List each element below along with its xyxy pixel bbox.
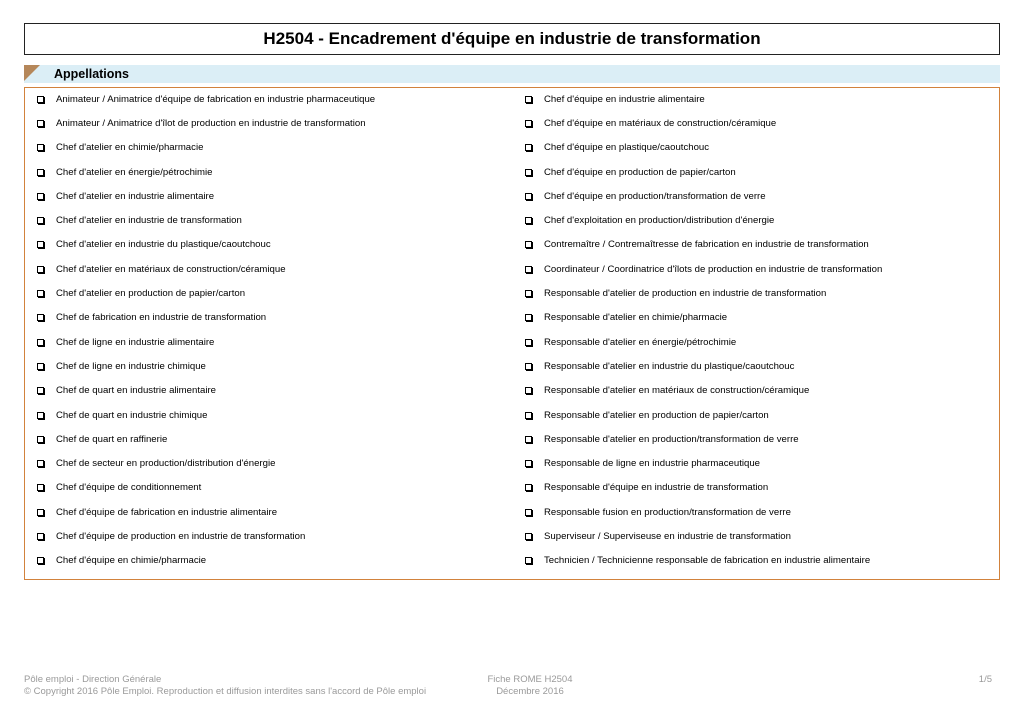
list-item-label: Chef d'équipe en plastique/caoutchouc <box>544 142 710 154</box>
list-item <box>523 549 1003 573</box>
footer-left <box>24 674 426 698</box>
list-item-label: Chef d'atelier en industrie de transformation <box>56 215 242 227</box>
list-item <box>35 379 515 403</box>
checkbox-square-icon <box>525 290 532 297</box>
checkbox-square-icon <box>37 484 44 491</box>
footer-center <box>440 674 620 698</box>
checkbox-square-icon <box>37 533 44 540</box>
list-item <box>523 306 1003 330</box>
list-item-label: Chef de secteur en production/distribution d'énergie <box>56 458 276 470</box>
checkbox-square-icon <box>525 144 532 151</box>
list-item-label: Animateur / Animatrice d'équipe de fabrication en industrie pharmaceutique <box>56 93 376 105</box>
list-item <box>523 111 1003 135</box>
list-item-label: Chef d'atelier en énergie/pétrochimie <box>56 166 213 178</box>
section-header <box>24 65 1000 83</box>
list-item-label: Chef d'atelier en industrie du plastique/caoutchouc <box>56 239 271 251</box>
list-item-label: Responsable d'atelier en chimie/pharmacie <box>544 312 728 324</box>
footer-fiche: Fiche ROME H2504 <box>487 674 573 685</box>
list-item-label: Technicien / Technicienne responsable de fabrication en industrie alimentaire <box>544 555 871 567</box>
document-title-box <box>24 23 1000 55</box>
checkbox-square-icon <box>525 412 532 419</box>
checkbox-square-icon <box>525 387 532 394</box>
list-item <box>523 208 1003 232</box>
checkbox-square-icon <box>37 509 44 516</box>
list-item-label: Responsable d'atelier de production en industrie de transformation <box>544 288 827 300</box>
checkbox-square-icon <box>37 460 44 467</box>
list-item <box>35 524 515 548</box>
checkbox-square-icon <box>525 241 532 248</box>
list-item <box>35 281 515 305</box>
checkbox-square-icon <box>37 96 44 103</box>
list-item <box>523 87 1003 111</box>
list-item-label: Chef d'exploitation en production/distribution d'énergie <box>544 215 775 227</box>
list-item-label: Contremaître / Contremaîtresse de fabrication en industrie de transformation <box>544 239 869 251</box>
checkbox-square-icon <box>37 412 44 419</box>
checkbox-square-icon <box>37 290 44 297</box>
list-item-label: Chef d'équipe de fabrication en industrie alimentaire <box>56 506 278 518</box>
checkbox-square-icon <box>37 314 44 321</box>
list-item <box>35 476 515 500</box>
checkbox-square-icon <box>37 241 44 248</box>
list-item-label: Chef d'équipe de conditionnement <box>56 482 202 494</box>
checkbox-square-icon <box>525 314 532 321</box>
list-item-label: Responsable fusion en production/transformation de verre <box>544 506 791 518</box>
checkbox-square-icon <box>37 339 44 346</box>
list-item-label: Chef d'atelier en industrie alimentaire <box>56 190 215 202</box>
list-item <box>523 476 1003 500</box>
list-item <box>35 500 515 524</box>
appellations-list <box>24 87 1000 580</box>
checkbox-square-icon <box>37 363 44 370</box>
checkbox-square-icon <box>37 387 44 394</box>
list-item-label: Responsable d'atelier en matériaux de construction/céramique <box>544 385 810 397</box>
checkbox-square-icon <box>525 120 532 127</box>
document-title: H2504 - Encadrement d'équipe en industrie de transformation <box>263 29 761 48</box>
checkbox-square-icon <box>37 169 44 176</box>
list-item <box>35 257 515 281</box>
checkbox-square-icon <box>525 484 532 491</box>
list-item <box>523 184 1003 208</box>
list-item <box>523 330 1003 354</box>
list-item-label: Animateur / Animatrice d'îlot de production en industrie de transformation <box>56 117 366 129</box>
list-item-label: Responsable d'atelier en production de papier/carton <box>544 409 769 421</box>
checkbox-square-icon <box>37 266 44 273</box>
list-item-label: Chef de fabrication en industrie de transformation <box>56 312 267 324</box>
section-title: Appellations <box>54 67 130 81</box>
list-item <box>523 451 1003 475</box>
footer-org: Pôle emploi - Direction Générale <box>24 674 162 685</box>
checkbox-square-icon <box>525 460 532 467</box>
list-item <box>35 111 515 135</box>
checkbox-square-icon <box>525 509 532 516</box>
list-item-label: Responsable de ligne en industrie pharmaceutique <box>544 458 761 470</box>
checkbox-square-icon <box>525 533 532 540</box>
list-item <box>523 257 1003 281</box>
list-item <box>523 233 1003 257</box>
checkbox-square-icon <box>37 217 44 224</box>
appellations-column-left <box>35 88 515 573</box>
list-item-label: Chef de ligne en industrie chimique <box>56 360 206 372</box>
footer-date: Décembre 2016 <box>496 686 564 697</box>
list-item <box>523 403 1003 427</box>
checkbox-square-icon <box>525 339 532 346</box>
list-item-label: Chef d'équipe en matériaux de construction/céramique <box>544 117 777 129</box>
list-item-label: Chef d'atelier en matériaux de construction/céramique <box>56 263 286 275</box>
checkbox-square-icon <box>525 436 532 443</box>
list-item <box>35 354 515 378</box>
list-item-label: Chef de quart en industrie alimentaire <box>56 385 216 397</box>
checkbox-square-icon <box>37 120 44 127</box>
list-item <box>35 330 515 354</box>
checkbox-square-icon <box>37 557 44 564</box>
list-item-label: Coordinateur / Coordinatrice d'îlots de production en industrie de transformation <box>544 263 883 275</box>
checkbox-square-icon <box>525 96 532 103</box>
list-item <box>523 427 1003 451</box>
checkbox-square-icon <box>525 363 532 370</box>
list-item-label: Responsable d'équipe en industrie de transformation <box>544 482 769 494</box>
list-item-label: Chef d'équipe en chimie/pharmacie <box>56 555 207 567</box>
checkbox-square-icon <box>525 266 532 273</box>
checkbox-square-icon <box>525 193 532 200</box>
list-item-label: Responsable d'atelier en industrie du plastique/caoutchouc <box>544 360 795 372</box>
list-item <box>523 524 1003 548</box>
list-item <box>35 136 515 160</box>
list-item-label: Chef d'atelier en production de papier/carton <box>56 288 246 300</box>
list-item <box>35 403 515 427</box>
list-item <box>35 233 515 257</box>
checkbox-square-icon <box>525 169 532 176</box>
list-item <box>35 87 515 111</box>
list-item <box>523 136 1003 160</box>
list-item <box>35 549 515 573</box>
checkbox-square-icon <box>37 193 44 200</box>
list-item <box>35 451 515 475</box>
list-item-label: Responsable d'atelier en énergie/pétrochimie <box>544 336 737 348</box>
list-item <box>35 208 515 232</box>
list-item-label: Superviseur / Superviseuse en industrie de transformation <box>544 530 791 542</box>
footer-copyright: © Copyright 2016 Pôle Emploi. Reproduction et diffusion interdites sans l'accord de Pôle emploi <box>24 686 427 697</box>
appellations-column-right <box>523 88 1003 573</box>
checkbox-square-icon <box>525 557 532 564</box>
list-item-label: Chef d'équipe en industrie alimentaire <box>544 93 705 105</box>
list-item-label: Chef d'atelier en chimie/pharmacie <box>56 142 204 154</box>
list-item-label: Chef de quart en raffinerie <box>56 433 168 445</box>
list-item <box>523 281 1003 305</box>
list-item <box>523 354 1003 378</box>
list-item-label: Chef d'équipe en production/transformation de verre <box>544 190 766 202</box>
section-corner-triangle-icon <box>24 65 40 81</box>
list-item <box>35 184 515 208</box>
list-item <box>35 306 515 330</box>
list-item <box>35 427 515 451</box>
list-item-label: Chef d'équipe de production en industrie de transformation <box>56 530 306 542</box>
list-item <box>523 500 1003 524</box>
list-item-label: Chef de ligne en industrie alimentaire <box>56 336 215 348</box>
checkbox-square-icon <box>37 144 44 151</box>
footer-page-number: 1/5 <box>978 674 992 685</box>
list-item <box>523 160 1003 184</box>
checkbox-square-icon <box>37 436 44 443</box>
list-item-label: Chef d'équipe en production de papier/carton <box>544 166 736 178</box>
list-item <box>523 379 1003 403</box>
list-item <box>35 160 515 184</box>
list-item-label: Chef de quart en industrie chimique <box>56 409 208 421</box>
list-item-label: Responsable d'atelier en production/transformation de verre <box>544 433 799 445</box>
checkbox-square-icon <box>525 217 532 224</box>
